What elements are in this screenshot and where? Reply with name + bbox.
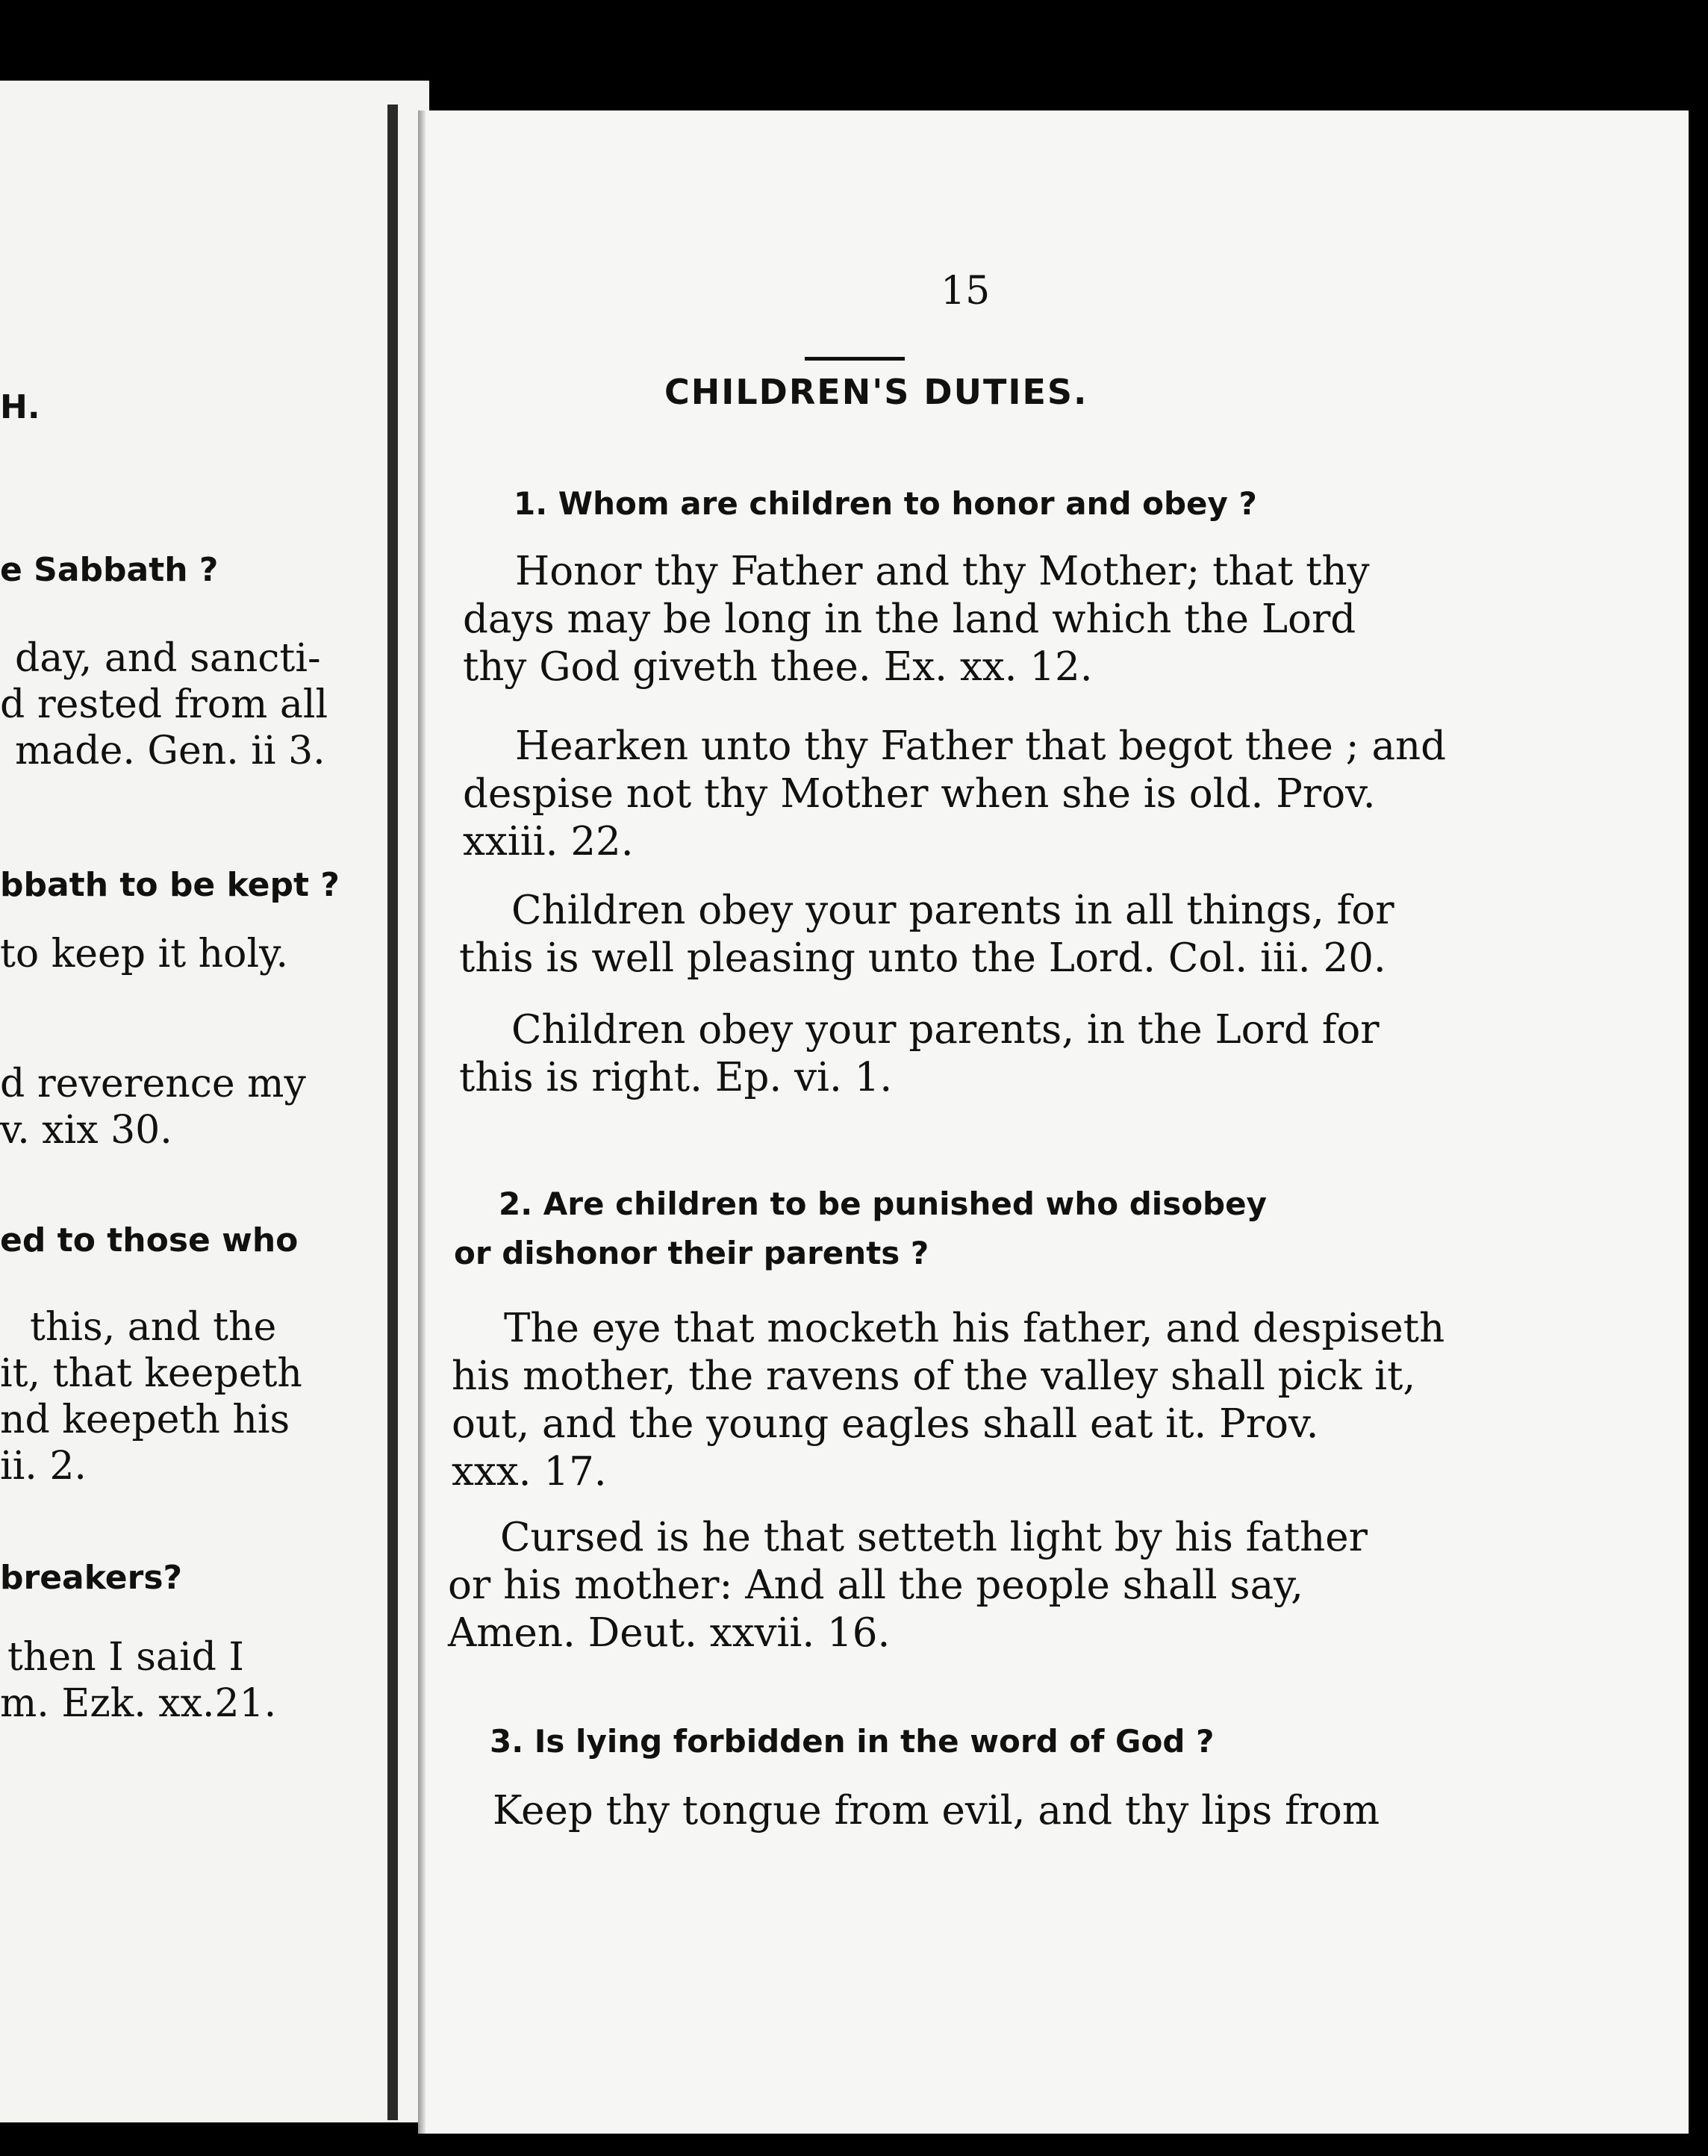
left-page	[0, 81, 429, 2122]
left-page-line: d rested from all	[0, 682, 328, 727]
verse-line: this is right. Ep. vi. 1.	[459, 1055, 893, 1100]
left-page-line: v. xix 30.	[0, 1108, 172, 1153]
left-page-line: it, that keepeth	[0, 1351, 302, 1396]
verse-line: Children obey your parents, in the Lord for	[511, 1007, 1380, 1053]
left-page-line: e Sabbath ?	[0, 551, 219, 589]
left-page-line: ii. 2.	[0, 1444, 87, 1489]
left-page-line: breakers?	[0, 1559, 183, 1597]
verse-line: Amen. Deut. xxvii. 16.	[448, 1610, 891, 1656]
verse-line: The eye that mocketh his father, and despiseth	[504, 1306, 1445, 1351]
question-line: 1. Whom are children to honor and obey ?	[514, 485, 1257, 522]
verse-line: days may be long in the land which the Lord	[463, 596, 1356, 642]
verse-line: out, and the young eagles shall eat it. Prov.	[452, 1401, 1319, 1447]
right-page	[418, 110, 1689, 2134]
verse-line: Honor thy Father and thy Mother; that thy	[515, 549, 1370, 594]
page-title: CHILDREN'S DUTIES.	[664, 372, 1088, 412]
title-rule	[805, 357, 905, 361]
left-page-line: day, and sancti-	[15, 636, 321, 681]
question-1	[514, 485, 1257, 522]
left-page-line: d reverence my	[0, 1062, 306, 1106]
verse-line: Keep thy tongue from evil, and thy lips from	[493, 1788, 1380, 1833]
verse-line: despise not thy Mother when she is old. Prov.	[463, 771, 1376, 817]
verse	[459, 1006, 1380, 1102]
left-page-line: then I said I	[7, 1635, 244, 1680]
verse	[448, 1514, 1368, 1657]
verse-line: Cursed is he that setteth light by his father	[500, 1515, 1368, 1560]
verse	[452, 1305, 1444, 1496]
book-gutter	[387, 105, 398, 2120]
left-page-line: to keep it holy.	[0, 932, 289, 976]
left-page-line: H.	[0, 388, 40, 426]
verse-line: xxx. 17.	[452, 1449, 607, 1495]
verse-line: Children obey your parents in all things, for	[511, 888, 1394, 933]
verse	[463, 548, 1370, 691]
verse-line: or his mother: And all the people shall say,	[448, 1563, 1303, 1608]
verse-line: Hearken unto thy Father that begot thee ; and	[515, 723, 1447, 769]
question-line: or dishonor their parents ?	[454, 1235, 929, 1271]
verse	[459, 887, 1394, 982]
verse-line: his mother, the ravens of the valley shall pick it,	[452, 1353, 1416, 1399]
verse-line: thy God giveth thee. Ex. xx. 12.	[463, 644, 1093, 690]
verse-line: xxiii. 22.	[463, 819, 634, 864]
question-line: 2. Are children to be punished who disobey	[499, 1186, 1267, 1222]
verse	[463, 723, 1446, 866]
question-line: 3. Is lying forbidden in the word of God ?	[490, 1723, 1215, 1760]
left-page-line: ed to those who	[0, 1221, 299, 1259]
question-2	[454, 1180, 1267, 1278]
question-3	[490, 1723, 1214, 1760]
verse-line: this is well pleasing unto the Lord. Col. iii. 20.	[459, 935, 1386, 981]
page-number: 15	[941, 269, 991, 314]
verse	[493, 1787, 1380, 1835]
left-page-line: this, and the	[30, 1305, 277, 1350]
left-page-line: made. Gen. ii 3.	[15, 729, 325, 773]
page-edge-shadow	[418, 110, 426, 2134]
left-page-line: m. Ezk. xx.21.	[0, 1681, 277, 1726]
left-page-line: nd keepeth his	[0, 1398, 290, 1442]
left-page-line: bbath to be kept ?	[0, 866, 340, 904]
